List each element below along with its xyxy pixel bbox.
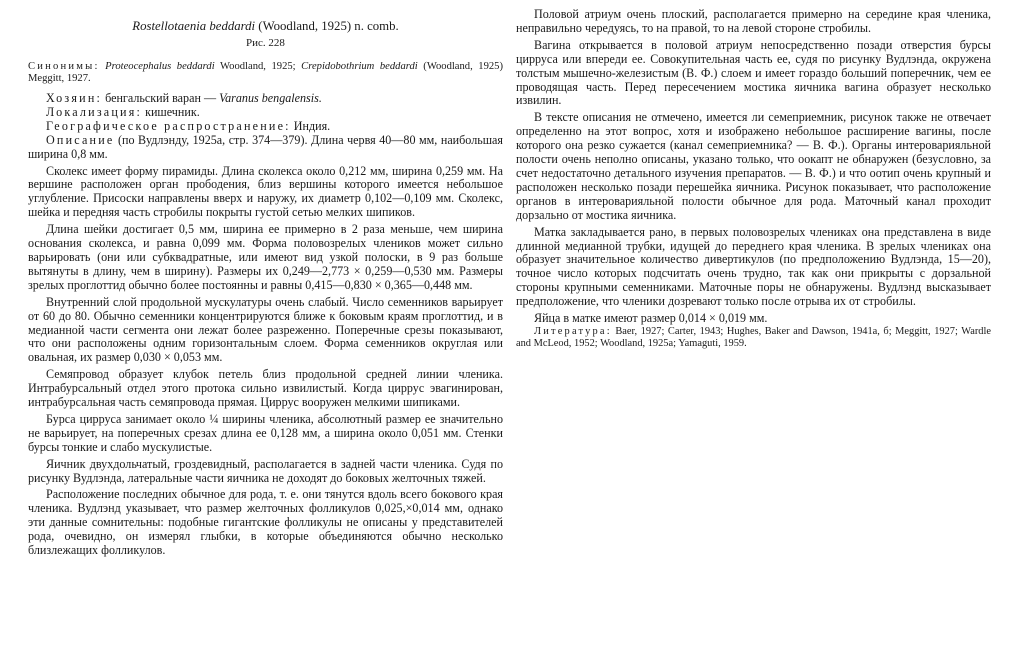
literature-text: Baer, 1927; Carter, 1943; Hughes, Baker and Dawson, 1941a, б; Meggitt, 1927; Wardle and McLeod, 1952; Woodland, 1925a; Yamaguti, 1959. [516, 325, 991, 350]
figure-reference: Рис. 228 [246, 36, 285, 49]
geography-text: Индия. [290, 118, 331, 133]
description-label: Описание [46, 132, 115, 147]
synonym-species-1: Proteocephalus beddardi [105, 60, 215, 72]
paragraph-eggs: Яйца в матке имеют размер 0,014 × 0,019 мм. [534, 311, 768, 326]
paragraph-ovary: Яичник двухдольчатый, гроздевидный, располагается в задней части членика. Судя по рисунку Вудлэнда, латеральные части яичника не доходят до боковых желточных тяжей. [28, 456, 503, 485]
paragraph-scolex: Сколекс имеет форму пирамиды. Длина сколекса около 0,212 мм, ширина 0,259 мм. На вершине расположен орган прободения, близ вершины которого имеется небольшое углубление. Присоски направлены вверх и наружу, их диаметр 0,102—0,109 мм. Сколекс, шейка и передняя часть стробилы покрыты густой сетью мелких шипиков. [28, 163, 503, 220]
paragraph-receptacle: В тексте описания не отмечено, имеется ли семеприемник, рисунок также не отвечает определенно на этот вопрос, хотя и изображено небольшое расширение вагины, после которого она резко сужается (канал семеприемника? — В. Ф.). Органы интероварияльной полости очень неполно описаны, указано только, что оокапт не обнаружен (безусловно, за счет недостаточно детального изучения препаратов. — В. Ф.) и что оотип очень крупный и расположен несколько позади перешейка яичника. Рисунок показывает, что расположение органов в интероварияльной полости обычное для рода. Маточный канал проходит дорзально от мостика яичника. [516, 110, 991, 222]
localization-line [28, 106, 503, 120]
species-authority: (Woodland, 1925) n. comb. [255, 19, 399, 33]
description-text: (по Вудлэнду, 1925а, стр. 374—379). Длина червя 40—80 мм, наибольшая ширина 0,8 мм. [28, 132, 503, 161]
right-column [516, 8, 991, 351]
synonym-authority-2: (Woodland, 1925) Meggitt, 1927. [28, 60, 504, 85]
paragraph-vagina: Вагина открывается в половой атриум непосредственно позади отверстия бурсы цирруса или впереди ее. Совокупительная часть ее, судя по рисунку Вудлэнда, окружена толстым мышечно-железистым (В. Ф.) слоем и имеет гораздо больший поперечник, чем ее проводящая часть. Перед пересечением мостика яичника вагина образует несколько извилин. [516, 37, 991, 108]
geography-label: Географическое распространение: [46, 118, 291, 133]
paragraph-musculature: Внутренний слой продольной мускулатуры очень слабый. Число семенников варьирует от 60 до 80. Обычно семенники концентрируются ближе к боковым краям проглоттид, и в медианной части сегмента они лежат более разреженно. Поперечные срезы показывают, что они расположены одним горизонтальным слоем. Форма семенников округлая или овальная, их размер 0,030 × 0,053 мм. [28, 294, 503, 365]
host-label: Хозяин: [46, 91, 103, 105]
localization-text: кишечник. [142, 104, 200, 119]
paragraph-uterus: Матка закладывается рано, в первых половозрелых члениках она представлена в виде длинной медианной трубки, идущей до переднего края членика. В зрелых члениках она образует значительное количество дивертикулов (по предположению Вудлэнда, 15—20), точное число которых подсчитать очень трудно, так как они прикрыты с дорзальной стороны крупными семенниками. Маточные поры не обнаружены. Вудлэнд высказывает предположение, что членики дозревают только после отрыва их от стробилы. [516, 224, 991, 309]
host-text: бенгальский варан — [102, 91, 220, 105]
species-name: Rostellotaenia beddardi [132, 19, 256, 33]
synonyms-label: Синонимы: [28, 60, 100, 72]
species-title [28, 20, 503, 34]
paragraph-neck: Длина шейки достигает 0,5 мм, ширина ее примерно в 2 раза меньше, чем ширина основания сколекса, и равна 0,099 мм. Форма половозрелых члеников может сильно варьировать (они или субквадратные, или имеют вид узкой полоски, в 9 раз больше вытянуты в длину, чем в ширину). Размеры их 0,249—2,773 × 0,259—0,530 мм. Размеры зрелых проглоттид обычно более постоянны и равны 0,415—0,830 × 0,365—0,448 мм. [28, 222, 503, 292]
synonyms-paragraph [28, 61, 503, 86]
host-species: Varanus bengalensis. [219, 91, 322, 105]
paragraph-cirrus-bursa: Бурса цирруса занимает около ¼ ширины членика, абсолютный размер ее значительно не варьирует, на поперечных срезах длина ее 0,128 мм, а ширина около 0,051 мм. Стенки бурсы тонкие и слабо мускулистые. [28, 411, 503, 454]
localization-label: Локализация: [46, 104, 143, 119]
synonym-authority-1: Woodland, 1925; [214, 60, 302, 72]
host-line [28, 92, 503, 106]
literature-line [516, 326, 991, 351]
left-column [28, 8, 503, 558]
paragraph-vas-deferens: Семяпровод образует клубок петель близ продольной средней линии членика. Интрабурсальный отдел этого протока сильно извилистый. Когда циррус эвагинирован, интрабурсальная часть семяпровода прямая. Циррус вооружен мелкими шипиками. [28, 367, 503, 410]
paragraph-vitellaria: Расположение последних обычное для рода, т. е. они тянутся вдоль всего бокового края членика. Вудлэнд указывает, что размер желточных фолликулов 0,025,×0,014 мм, однако эти данные сомнительны: подобные гигантские фолликулы не описаны у представителей рода, очевидно, он измерял глыбки, в которые объединяются обычно несколько близлежащих фолликулов. [28, 487, 503, 558]
geography-line [28, 120, 503, 134]
synonym-species-2: Crepidobothrium beddardi [301, 60, 418, 72]
description-intro [28, 134, 503, 162]
literature-label: Литература: [534, 325, 612, 337]
paragraph-atrium: Половой атриум очень плоский, располагается примерно на середине края членика, неправильно чередуясь, то на правой, то на левой стороне стробилы. [516, 7, 991, 35]
